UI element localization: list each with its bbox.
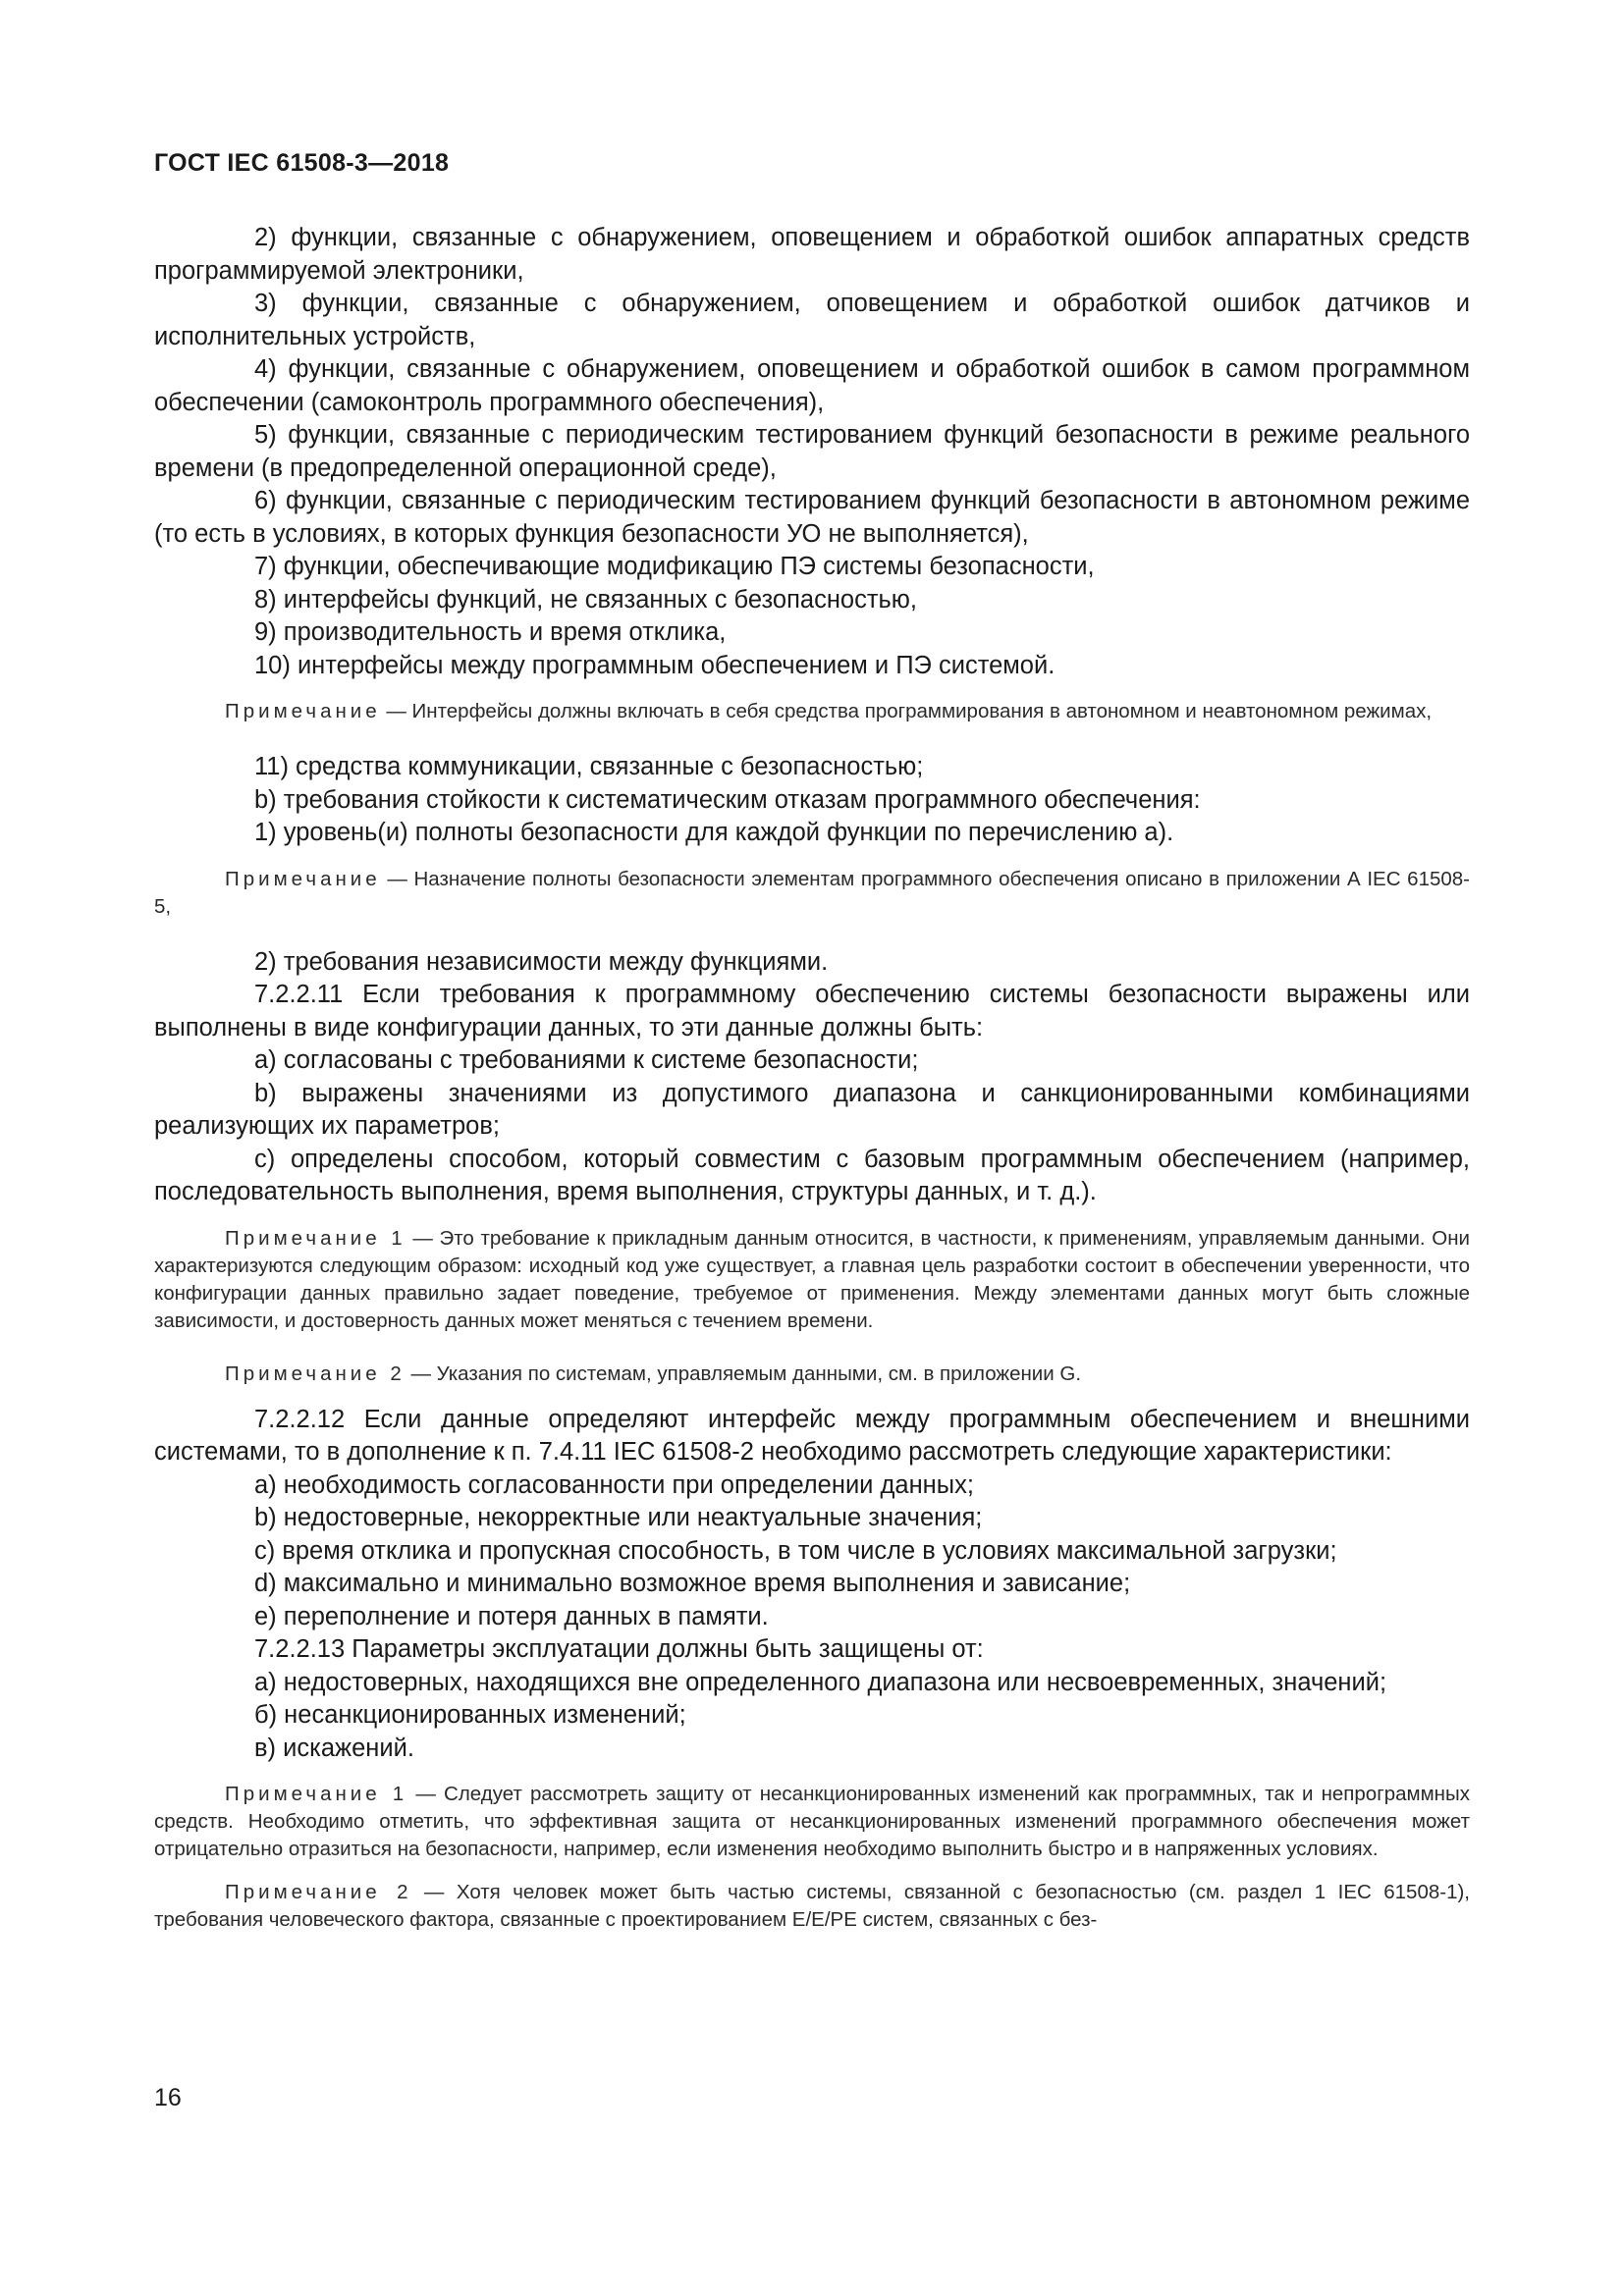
- document-header: ГОСТ IEC 61508-3—2018: [154, 149, 450, 177]
- paragraph: в) искажений.: [254, 1734, 414, 1762]
- paragraph: 1) уровень(и) полноты безопасности для каждой функции по перечислению а).: [254, 819, 1174, 846]
- note-label: Примечание 2: [225, 1881, 412, 1903]
- note-text: — Назначение полноты безопасности элементам программного обеспечения описано в приложении А IEC 61508-5,: [154, 867, 1470, 918]
- note-text: — Это требование к прикладным данным относится, в частности, к применениям, управляемым данными. Они характеризуются следующим образом: исходный код уже существует, а главная цель разработки состоит в обеспечении уверенности, что конфигурации данных правильно задает поведение, требуемое от применения. Между элементами данных могут быть сложные зависимости, и достоверность данных может меняться с течением времени.: [154, 1226, 1470, 1332]
- note: [154, 866, 1470, 921]
- paragraph: 11) средства коммуникации, связанные с безопасностью;: [254, 753, 924, 780]
- note-label: Примечание 1: [225, 1226, 406, 1250]
- paragraph: б) несанкционированных изменений;: [254, 1701, 686, 1729]
- paragraph: 2) требования независимости между функциями.: [254, 947, 829, 976]
- note-text: — Следует рассмотреть защиту от несанкционированных изменений как программных, так и непрограммных средств. Необходимо отметить, что эффективная защита от несанкционированных изменений программного обеспечения может отрицательно отразиться на безопасности, например, если изменения необходимо выполнить быстро и в напряженных условиях.: [154, 1783, 1470, 1860]
- paragraph: 8) интерфейсы функций, не связанных с безопасностью,: [254, 585, 918, 614]
- paragraph: 3) функции, связанные с обнаружением, оповещением и обработкой ошибок датчиков и исполнительных устройств,: [154, 290, 1470, 350]
- paragraph: 7.2.2.12 Если данные определяют интерфейс между программным обеспечением и внешними системами, то в дополнение к п. 7.4.11 IEC 61508-2 необходимо рассмотреть следующие характеристики:: [154, 1405, 1470, 1466]
- paragraph: 2) функции, связанные с обнаружением, оповещением и обработкой ошибок аппаратных средств программируемой электроники,: [154, 224, 1470, 285]
- paragraph: e) переполнение и потеря данных в памяти.: [254, 1602, 769, 1630]
- note: [154, 698, 1470, 725]
- paragraph: d) максимально и минимально возможное время выполнения и зависание;: [254, 1570, 1131, 1597]
- paragraph: 5) функции, связанные с периодическим тестированием функций безопасности в режиме реального времени (в предопределенной операционной среде),: [154, 421, 1470, 482]
- paragraph: 7.2.2.11 Если требования к программному обеспечению системы безопасности выражены или выполнены в виде конфигурации данных, то эти данные должны быть:: [154, 981, 1470, 1041]
- note-text: — Интерфейсы должны включать в себя средства программирования в автономном и неавтономном режимах,: [380, 700, 1433, 722]
- paragraph: b) недостоверные, некорректные или неактуальные значения;: [254, 1504, 983, 1531]
- page-number: 16: [154, 2084, 182, 2111]
- paragraph: 6) функции, связанные с периодическим тестированием функций безопасности в автономном режиме (то есть в условиях, в которых функция безопасности УО не выполняется),: [154, 487, 1470, 548]
- paragraph: а) согласованы с требованиями к системе безопасности;: [254, 1046, 919, 1074]
- paragraph: b) требования стойкости к систематическим отказам программного обеспечения:: [254, 785, 1201, 814]
- paragraph: c) время отклика и пропускная способность, в том числе в условиях максимальной загрузки;: [254, 1536, 1337, 1565]
- paragraph: b) выражены значениями из допустимого диапазона и санкционированными комбинациями реализующих их параметров;: [154, 1079, 1470, 1140]
- document-body: [154, 222, 1470, 1934]
- note: [154, 1361, 1470, 1388]
- paragraph: а) необходимость согласованности при определении данных;: [254, 1470, 974, 1499]
- paragraph: а) недостоверных, находящихся вне определенного диапазона или несвоевременных, значений;: [254, 1668, 1387, 1696]
- paragraph: 9) производительность и время отклика,: [254, 618, 727, 646]
- note-label: Примечание: [225, 700, 381, 722]
- note: [154, 1879, 1470, 1934]
- note-label: Примечание 2: [225, 1362, 406, 1385]
- paragraph: 10) интерфейсы между программным обеспечением и ПЭ системой.: [254, 651, 1056, 679]
- note-label: Примечание: [225, 867, 381, 890]
- paragraph: 7.2.2.13 Параметры эксплуатации должны быть защищены от:: [254, 1635, 984, 1663]
- paragraph: c) определены способом, который совместим с базовым программным обеспечением (например, последовательность выполнения, время выполнения, структуры данных, и т. д.).: [154, 1145, 1470, 1205]
- paragraph: 7) функции, обеспечивающие модификацию ПЭ системы безопасности,: [254, 553, 1095, 580]
- note: [154, 1225, 1470, 1335]
- note: [154, 1781, 1470, 1863]
- paragraph: 4) функции, связанные с обнаружением, оповещением и обработкой ошибок в самом программном обеспечении (самоконтроль программного обеспечения),: [154, 355, 1470, 416]
- note-text: — Хотя человек может быть частью системы, связанной с безопасностью (см. раздел 1 IEC 61508-1), требования человеческого фактора, связанные с проектированием E/E/PE систем, связанных с без-: [154, 1881, 1470, 1931]
- note-label: Примечание 1: [225, 1783, 408, 1805]
- note-text: — Указания по системам, управляемым данными, см. в приложении G.: [405, 1362, 1082, 1385]
